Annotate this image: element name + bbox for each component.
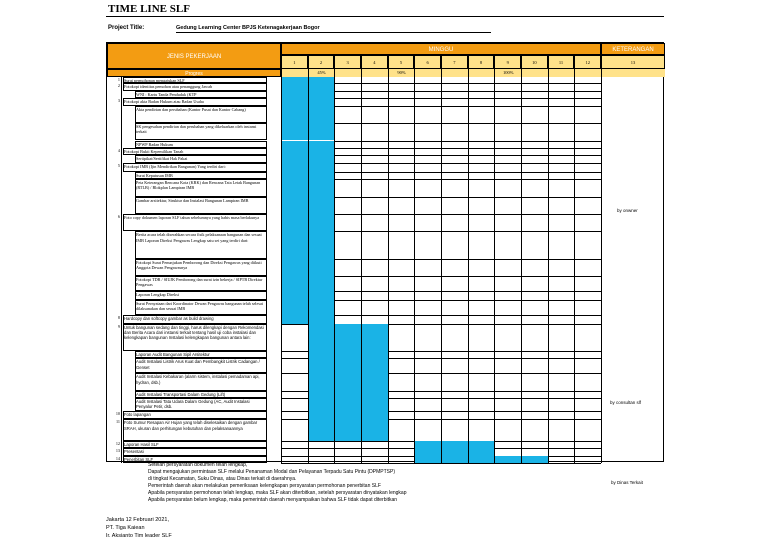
- week-header-12: 12: [574, 55, 601, 69]
- row-number: 14: [115, 455, 120, 461]
- row-number: 9: [117, 323, 120, 329]
- week-header-4: 4: [361, 55, 388, 69]
- keterangan-number: 13: [601, 55, 665, 69]
- column-divider: [548, 77, 549, 463]
- timeline-bar: [308, 351, 388, 358]
- task-label: SK pengesahan pendirian dan perubahan yang dikeluarkan oleh instansi terkait: [135, 123, 267, 140]
- timeline-table: [106, 42, 664, 462]
- task-label: Untuk bangunan sedang dan tinggi, harus dilengkapi dengan Rekomendasi dan Berita Acara dari instansi terkait tentang hasil uji coba instalasi dan kelengkapan bangunan Instalasi kelengkapan bangunan antara lain:: [123, 324, 267, 351]
- progress-cell: [414, 69, 441, 77]
- row-number: 5: [117, 162, 120, 168]
- column-divider: [334, 77, 335, 463]
- row-number: [107, 91, 121, 98]
- column-divider: [521, 77, 522, 463]
- signature-company: PT. Tiga Kaiean: [106, 525, 145, 531]
- signature-block: [106, 516, 172, 540]
- number-divider: [121, 77, 122, 463]
- row-number: 8: [117, 314, 120, 320]
- row-number: [107, 373, 121, 390]
- column-divider: [414, 77, 415, 463]
- note-line: Setelah persyaratan dokumen telah lengkap,: [148, 462, 248, 468]
- task-label: Fotokopi Surat Penunjukan Pemborong dan Direksi Pengawas yang diikuti Anggota Dewan Pengawasnya: [135, 259, 267, 276]
- header-minggu: MINGGU: [281, 43, 601, 55]
- row-number: [107, 259, 121, 276]
- row-number: 12: [115, 440, 120, 446]
- note-line: Apabila persyaratan permohonan telah lengkap, maka SLF akan diterbitkan, setelah persyaratan dinyatakan lengkap: [148, 490, 407, 496]
- week-header-5: 5: [388, 55, 415, 69]
- row-number: [107, 172, 121, 179]
- timeline-bar: [414, 441, 494, 448]
- row-number: 4: [117, 147, 120, 153]
- row-number: [107, 197, 121, 214]
- week-header-7: 7: [441, 55, 468, 69]
- row-number: 6: [117, 213, 120, 219]
- note-line: Dapat mengajukan permintaan SLF melalui Penanaman Modal dan Pelayanan Terpadu Satu Pintu (DPMPTSP): [148, 469, 395, 475]
- week-header-3: 3: [334, 55, 361, 69]
- task-label: Peta Keterangan Rencana Kota (KRK) dan Rencana Tata Letak Bangunan (RTLB) / Blokplan Lampiran IMB: [135, 179, 267, 196]
- timeline-bar: [308, 419, 388, 440]
- row-number: 3: [117, 98, 120, 104]
- task-label: Fotokopi identitas pemohon atau penanggung Jawab: [123, 83, 267, 90]
- column-divider: [601, 77, 602, 463]
- task-label: Hardcopy dan softcopy gambar as build drawing: [123, 315, 267, 324]
- task-label: Fotokopi Bukti Kepemilikan Tanah: [123, 148, 267, 155]
- note-line: Pemerintah daerah akan melakukan pemeriksaan kelengkapan persyaratan permohonan penerbitan SLF: [148, 483, 381, 489]
- column-divider: [468, 77, 469, 463]
- task-label: Surat Keputusan IMB: [135, 172, 267, 179]
- row-number: [107, 141, 121, 148]
- notes-block: [148, 462, 407, 504]
- timeline-bar: [308, 411, 388, 420]
- row-number: 2: [117, 83, 120, 89]
- row-number: [107, 358, 121, 373]
- row-number: [107, 231, 121, 258]
- keterangan-owner: by onwner: [617, 208, 638, 213]
- week-header-9: 9: [494, 55, 521, 69]
- task-label: Penerbitan SLF: [123, 456, 267, 463]
- task-label: Laporan Hasil SLF: [123, 441, 267, 448]
- task-label: Audit Instalasi Tata Udara Dalam Gedung (AC, Audit Instalasi Penyalur Petir, dsb.: [135, 398, 267, 410]
- timeline-bar: [308, 324, 388, 351]
- timeline-bar: [308, 358, 388, 373]
- column-divider: [494, 77, 495, 463]
- header-keterangan: KETERANGAN: [601, 43, 665, 55]
- row-number: [107, 398, 121, 410]
- task-label: Presentasi: [123, 448, 267, 455]
- progress-cell: [574, 69, 601, 77]
- keterangan-consultant: by consultan slf: [610, 400, 642, 405]
- row-number: [107, 155, 121, 162]
- timeline-bar: [414, 448, 494, 455]
- header-jenis: JENIS PEKERJAAN: [107, 43, 281, 69]
- task-label: Fotokopi IMB (Ijin Mendirikan Bangunan) Yang terdiri dari:: [123, 163, 267, 172]
- row-number: [107, 106, 121, 123]
- timeline-bar: [414, 456, 547, 463]
- note-line: Apabila persyaratan belum lengkap, maka pemerintah daerah menyampaikan bahwa SLF tidak dapat diterbitkan: [148, 497, 398, 503]
- task-label: Foto Sumur Resapan Air Hujan yang telah diselesaikan dengan gambar SRAH, ukuran dan perhitungan kebutuhan dan pelaksanaannya: [123, 419, 267, 440]
- task-label: Sertipikat/Sertifikat Hak Pakai: [135, 155, 267, 162]
- task-label: Fotokopi TDR / SIUJK Pemborong dan surat izin bekerja / SIPTB Direktur Pengawas: [135, 276, 267, 291]
- progress-cell: [334, 69, 361, 77]
- row-number: [107, 351, 121, 358]
- progress-cell: [281, 69, 308, 77]
- project-label: Project Title:: [108, 25, 145, 31]
- task-label: Surat Pernyataan dari Koordinator Dewan Pengawas bangunan telah selesai dilaksanakan dan sesuai IMB: [135, 300, 267, 315]
- week-header-6: 6: [414, 55, 441, 69]
- task-label: Foto copy dokumen laporan SLF tahun sebelumnya yang habis masa berlakunya: [123, 214, 267, 231]
- task-label: Laporan Lengkap Direksi: [135, 291, 267, 300]
- progress-cell: [441, 69, 468, 77]
- task-label: Gambar arsitektur, Struktur dan Instalasi Bangunan Lampiran IMB: [135, 197, 267, 214]
- row-number: 1: [117, 77, 120, 82]
- row-number: 11: [115, 419, 120, 425]
- task-label: Audit Instalasi Transportasi Dalam Gedung (Lift): [135, 391, 267, 398]
- project-value: Gedung Learning Center BPJS Ketenagakerjaan Bogor: [176, 25, 491, 33]
- task-label: Fotokopi akta Badan Hukum atau Badan Usaha: [123, 98, 267, 105]
- task-label: Berita acara telah diserahkan secara fisik pelaksanaan bangunan dan sesuai IMB Laporan Direksi Pengawas Lengkap satu set yang terdiri dari:: [135, 231, 267, 258]
- progress-ket: [601, 69, 665, 77]
- timeline-bar: [308, 391, 388, 398]
- progress-cell: [521, 69, 548, 77]
- week-header-2: 2: [308, 55, 335, 69]
- task-label: Surat permohonan mengajukan SLF: [123, 77, 267, 83]
- week-header-11: 11: [548, 55, 575, 69]
- signature-name: Ir. Aksianto Tim leader SLF: [106, 533, 172, 539]
- timeline-bar: [308, 398, 388, 410]
- progress-cell: [548, 69, 575, 77]
- progress-cell: 100%: [494, 69, 521, 77]
- keterangan-dinas: by Dinas Terkait: [611, 480, 643, 485]
- column-divider: [308, 77, 309, 463]
- row-number: [107, 123, 121, 140]
- note-line: di tingkat Kecamatan, Suku Dinas, atau Dinas terkait di daerahnya.: [148, 476, 297, 482]
- task-label: WNI : Kartu Tanda Penduduk (KTP: [135, 91, 267, 98]
- row-number: [107, 300, 121, 315]
- week-header-10: 10: [521, 55, 548, 69]
- task-label: NPWP Badan Hukum: [135, 141, 267, 148]
- page-title: TIME LINE SLF: [108, 3, 190, 15]
- row-number: 10: [115, 410, 120, 416]
- row-number: [107, 179, 121, 196]
- column-divider: [388, 77, 389, 463]
- row-number: [107, 391, 121, 398]
- column-divider: [281, 77, 282, 463]
- week-header-1: 1: [281, 55, 308, 69]
- task-label: Audit Instalasi Listrik Arus Kuat dan Pembangkit Listrik Cadangan / Genset: [135, 358, 267, 373]
- column-divider: [574, 77, 575, 463]
- column-divider: [441, 77, 442, 463]
- week-header-8: 8: [468, 55, 495, 69]
- timeline-bar: [308, 373, 388, 390]
- row-number: 13: [115, 448, 120, 454]
- progress-cell: [468, 69, 495, 77]
- row-number: [107, 291, 121, 300]
- task-label: Foto lapangan: [123, 411, 267, 420]
- title-rule: [106, 16, 664, 17]
- column-divider: [361, 77, 362, 463]
- progress-cell: 45%: [308, 69, 335, 77]
- progress-cell: 90%: [388, 69, 415, 77]
- signature-date: Jakarta 12 Februari 2021,: [106, 517, 169, 523]
- progress-cell: [361, 69, 388, 77]
- task-label: Audit Instalasi Kebakaran (alarm sistem, instalasi pemadaman api, hydran, dsb.): [135, 373, 267, 390]
- task-label: Akta pendirian dan perubahan (Kantor Pusat dan Kantor Cabang): [135, 106, 267, 123]
- task-label: Laporan Audit Bangunan Sipil Arsitektur: [135, 351, 267, 358]
- header-progres: Progres: [107, 69, 281, 77]
- row-number: [107, 276, 121, 291]
